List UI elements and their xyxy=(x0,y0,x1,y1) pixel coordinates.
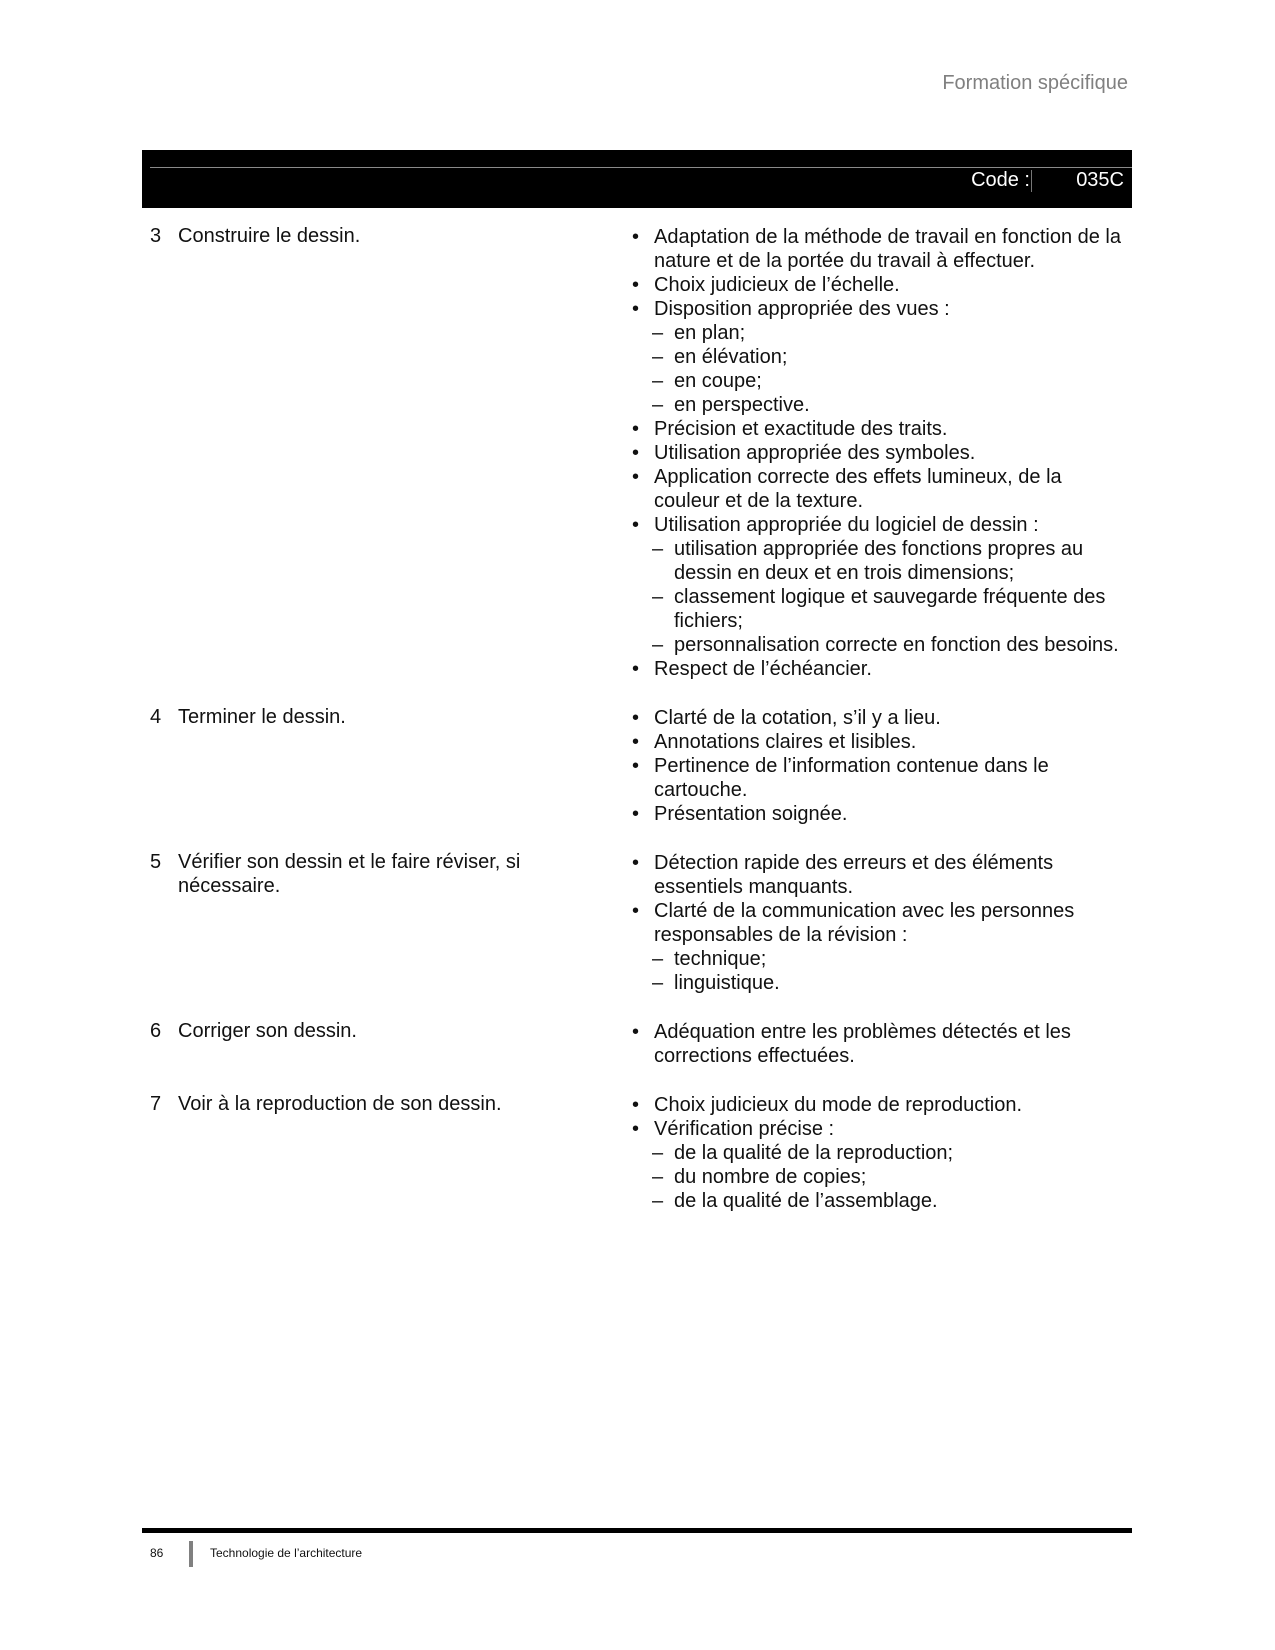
sub-criterion-item xyxy=(630,971,1130,995)
indent-spacer xyxy=(630,633,652,657)
bullet-icon: • xyxy=(632,226,640,248)
bullet-icon: • xyxy=(632,298,640,320)
criterion-item xyxy=(630,706,1130,730)
code-bar-divider xyxy=(150,167,1132,168)
indent-spacer xyxy=(630,1165,652,1189)
dash-icon: – xyxy=(652,1166,664,1188)
criterion-text: Pertinence de l’information contenue dans le cartouche. xyxy=(654,755,1049,801)
sub-criterion-text: classement logique et sauvegarde fréquente des fichiers; xyxy=(674,586,1106,632)
table-row xyxy=(150,850,1130,995)
sub-criterion-text: en élévation; xyxy=(674,346,788,368)
performance-criteria xyxy=(630,850,1130,995)
code-separator xyxy=(1031,170,1032,192)
element-number: 6 xyxy=(150,1020,162,1042)
criterion-item xyxy=(630,465,1130,513)
section-header: Formation spécifique xyxy=(942,72,1128,94)
competency-element xyxy=(150,224,630,681)
sub-criterion-item xyxy=(630,345,1130,369)
performance-criteria xyxy=(630,1019,1130,1068)
bullet-icon: • xyxy=(632,900,640,922)
criterion-text: Application correcte des effets lumineux, de la couleur et de la texture. xyxy=(654,466,1062,512)
criterion-item xyxy=(630,730,1130,754)
indent-spacer xyxy=(630,971,652,995)
sub-criterion-text: du nombre de copies; xyxy=(674,1166,867,1188)
criterion-item xyxy=(630,1020,1130,1068)
criterion-item xyxy=(630,657,1130,681)
dash-icon: – xyxy=(652,394,664,416)
footer-rule xyxy=(142,1528,1132,1533)
criterion-text: Clarté de la communication avec les personnes responsables de la révision : xyxy=(654,900,1075,946)
indent-spacer xyxy=(630,1189,652,1213)
sub-criterion-item xyxy=(630,633,1130,657)
indent-spacer xyxy=(630,345,652,369)
bullet-icon: • xyxy=(632,466,640,488)
bullet-icon: • xyxy=(632,514,640,536)
code-value: 035C xyxy=(1076,169,1124,191)
dash-icon: – xyxy=(652,1190,664,1212)
dash-icon: – xyxy=(652,322,664,344)
sub-criterion-item xyxy=(630,321,1130,345)
bullet-icon: • xyxy=(632,731,640,753)
criterion-text: Annotations claires et lisibles. xyxy=(654,731,917,753)
competency-element xyxy=(150,850,630,995)
sub-criterion-item xyxy=(630,1141,1130,1165)
criterion-text: Détection rapide des erreurs et des éléments essentiels manquants. xyxy=(654,852,1054,898)
element-number: 5 xyxy=(150,851,162,873)
performance-criteria xyxy=(630,1092,1130,1213)
criterion-item xyxy=(630,1117,1130,1141)
bullet-icon: • xyxy=(632,418,640,440)
sub-criterion-item xyxy=(630,369,1130,393)
criterion-text: Utilisation appropriée du logiciel de dessin : xyxy=(654,514,1039,536)
table-row xyxy=(150,224,1130,681)
criterion-text: Adaptation de la méthode de travail en fonction de la nature et de la portée du travail à effectuer. xyxy=(654,226,1121,272)
sub-criterion-text: utilisation appropriée des fonctions propres au dessin en deux et en trois dimensions; xyxy=(674,538,1084,584)
bullet-icon: • xyxy=(632,1094,640,1116)
indent-spacer xyxy=(630,947,652,971)
bullet-icon: • xyxy=(632,1021,640,1043)
element-number: 4 xyxy=(150,706,162,728)
dash-icon: – xyxy=(652,634,664,656)
criterion-item xyxy=(630,297,1130,321)
competency-element xyxy=(150,1019,630,1068)
element-text: Terminer le dessin. xyxy=(178,706,346,728)
criterion-text: Respect de l’échéancier. xyxy=(654,658,872,680)
criterion-text: Adéquation entre les problèmes détectés et les corrections effectuées. xyxy=(654,1021,1071,1067)
bullet-icon: • xyxy=(632,755,640,777)
dash-icon: – xyxy=(652,948,664,970)
criterion-text: Vérification précise : xyxy=(654,1118,835,1140)
code-label: Code : xyxy=(971,169,1030,191)
dash-icon: – xyxy=(652,370,664,392)
criterion-item xyxy=(630,513,1130,537)
sub-criterion-item xyxy=(630,585,1130,633)
bullet-icon: • xyxy=(632,803,640,825)
competency-element xyxy=(150,705,630,826)
sub-criterion-text: linguistique. xyxy=(674,972,780,994)
sub-criterion-item xyxy=(630,947,1130,971)
criterion-item xyxy=(630,1093,1130,1117)
sub-criterion-item xyxy=(630,1165,1130,1189)
criterion-item xyxy=(630,754,1130,802)
criterion-item xyxy=(630,225,1130,273)
element-text: Construire le dessin. xyxy=(178,225,361,247)
indent-spacer xyxy=(630,1141,652,1165)
footer-title: Technologie de l’architecture xyxy=(210,1546,363,1560)
indent-spacer xyxy=(630,393,652,417)
criterion-text: Précision et exactitude des traits. xyxy=(654,418,948,440)
footer-separator xyxy=(189,1541,193,1567)
element-text: Voir à la reproduction de son dessin. xyxy=(178,1093,502,1115)
criterion-item xyxy=(630,273,1130,297)
sub-criterion-text: en plan; xyxy=(674,322,746,344)
sub-criterion-item xyxy=(630,537,1130,585)
table-row xyxy=(150,1092,1130,1213)
indent-spacer xyxy=(630,321,652,345)
sub-criterion-text: en perspective. xyxy=(674,394,810,416)
code-bar xyxy=(142,150,1132,208)
criterion-text: Disposition appropriée des vues : xyxy=(654,298,950,320)
indent-spacer xyxy=(630,369,652,393)
dash-icon: – xyxy=(652,972,664,994)
dash-icon: – xyxy=(652,1142,664,1164)
sub-criterion-text: personnalisation correcte en fonction des besoins. xyxy=(674,634,1119,656)
bullet-icon: • xyxy=(632,852,640,874)
sub-criterion-text: en coupe; xyxy=(674,370,762,392)
criterion-item xyxy=(630,417,1130,441)
criterion-text: Clarté de la cotation, s’il y a lieu. xyxy=(654,707,941,729)
competency-element xyxy=(150,1092,630,1213)
sub-criterion-text: de la qualité de la reproduction; xyxy=(674,1142,954,1164)
page-number: 86 xyxy=(150,1546,164,1560)
sub-criterion-item xyxy=(630,1189,1130,1213)
bullet-icon: • xyxy=(632,442,640,464)
element-number: 7 xyxy=(150,1093,162,1115)
table-row xyxy=(150,1019,1130,1068)
indent-spacer xyxy=(630,585,652,633)
sub-criterion-text: de la qualité de l’assemblage. xyxy=(674,1190,938,1212)
dash-icon: – xyxy=(652,586,664,608)
bullet-icon: • xyxy=(632,1118,640,1140)
element-text: Vérifier son dessin et le faire réviser, si nécessaire. xyxy=(178,851,521,897)
indent-spacer xyxy=(630,537,652,585)
criterion-item xyxy=(630,851,1130,899)
sub-criterion-text: technique; xyxy=(674,948,767,970)
dash-icon: – xyxy=(652,538,664,560)
criterion-item xyxy=(630,899,1130,947)
criterion-item xyxy=(630,441,1130,465)
criteria-table xyxy=(150,224,1130,1237)
criterion-text: Utilisation appropriée des symboles. xyxy=(654,442,976,464)
criterion-item xyxy=(630,802,1130,826)
bullet-icon: • xyxy=(632,658,640,680)
table-row xyxy=(150,705,1130,826)
element-text: Corriger son dessin. xyxy=(178,1020,357,1042)
performance-criteria xyxy=(630,705,1130,826)
criterion-text: Choix judicieux du mode de reproduction. xyxy=(654,1094,1022,1116)
criterion-text: Présentation soignée. xyxy=(654,803,848,825)
performance-criteria xyxy=(630,224,1130,681)
bullet-icon: • xyxy=(632,707,640,729)
sub-criterion-item xyxy=(630,393,1130,417)
bullet-icon: • xyxy=(632,274,640,296)
criterion-text: Choix judicieux de l’échelle. xyxy=(654,274,900,296)
element-number: 3 xyxy=(150,225,162,247)
dash-icon: – xyxy=(652,346,664,368)
